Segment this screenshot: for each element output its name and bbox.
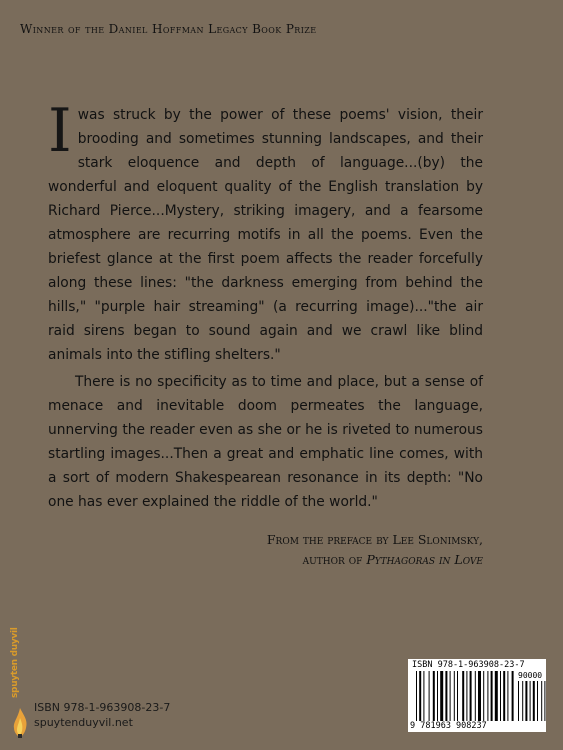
- attribution-line-1: From the preface by Lee Slonimsky,: [266, 532, 483, 547]
- flame-icon: [10, 706, 30, 740]
- attribution-book-title: Pythagoras in Love: [366, 552, 483, 567]
- quote-paragraph-1: [48, 96, 483, 367]
- attribution-prefix: author of: [302, 552, 367, 567]
- quote-block: [48, 96, 483, 514]
- quote-paragraph-1-text: was struck by the power of these poems' vision, their brooding and sometimes stunning landscapes, and their stark eloquence and depth of language...(by) the wonderful and eloquent quality of the English translation by Richard Pierce...Mystery, striking imagery, and a fearsome atmosphere are recurring motifs in all the poems. Even the briefest glance at the first poem affects the reader forcefully along these lines: "the darkness emerging from behind the hills," "purple hair streaming" (a recurring image)..."the air raid sirens began to sound again and we crawl like blind animals into the stifling shelters.": [48, 107, 483, 363]
- barcode-addon-digits: 90000: [518, 671, 543, 680]
- barcode-digits: 9 781963 908237: [410, 721, 487, 731]
- publisher-isbn: ISBN 978-1-963908-23-7: [34, 701, 171, 714]
- barcode-isbn-label: ISBN 978-1-963908-23-7: [412, 660, 525, 670]
- publisher-logo: [10, 620, 30, 740]
- barcode: [408, 659, 546, 732]
- publisher-logo-text: spuyten duyvil: [10, 627, 20, 699]
- publisher-info: [34, 700, 170, 730]
- quote-paragraph-2: There is no specificity as to time and place, but a sense of menace and inevitable doom permeates the language, unnerving the reader even as she or he is riveted to numerous startling images...Then a great and emphatic line comes, with a sort of modern Shakespearean resonance in its depth: "No one has ever explained the riddle of the world.": [48, 374, 483, 510]
- attribution-line-2: [303, 552, 483, 567]
- drop-cap: I: [48, 96, 72, 166]
- prize-heading: Winner of the Daniel Hoffman Legacy Book Prize: [20, 22, 317, 36]
- publisher-website: spuytenduyvil.net: [34, 716, 133, 729]
